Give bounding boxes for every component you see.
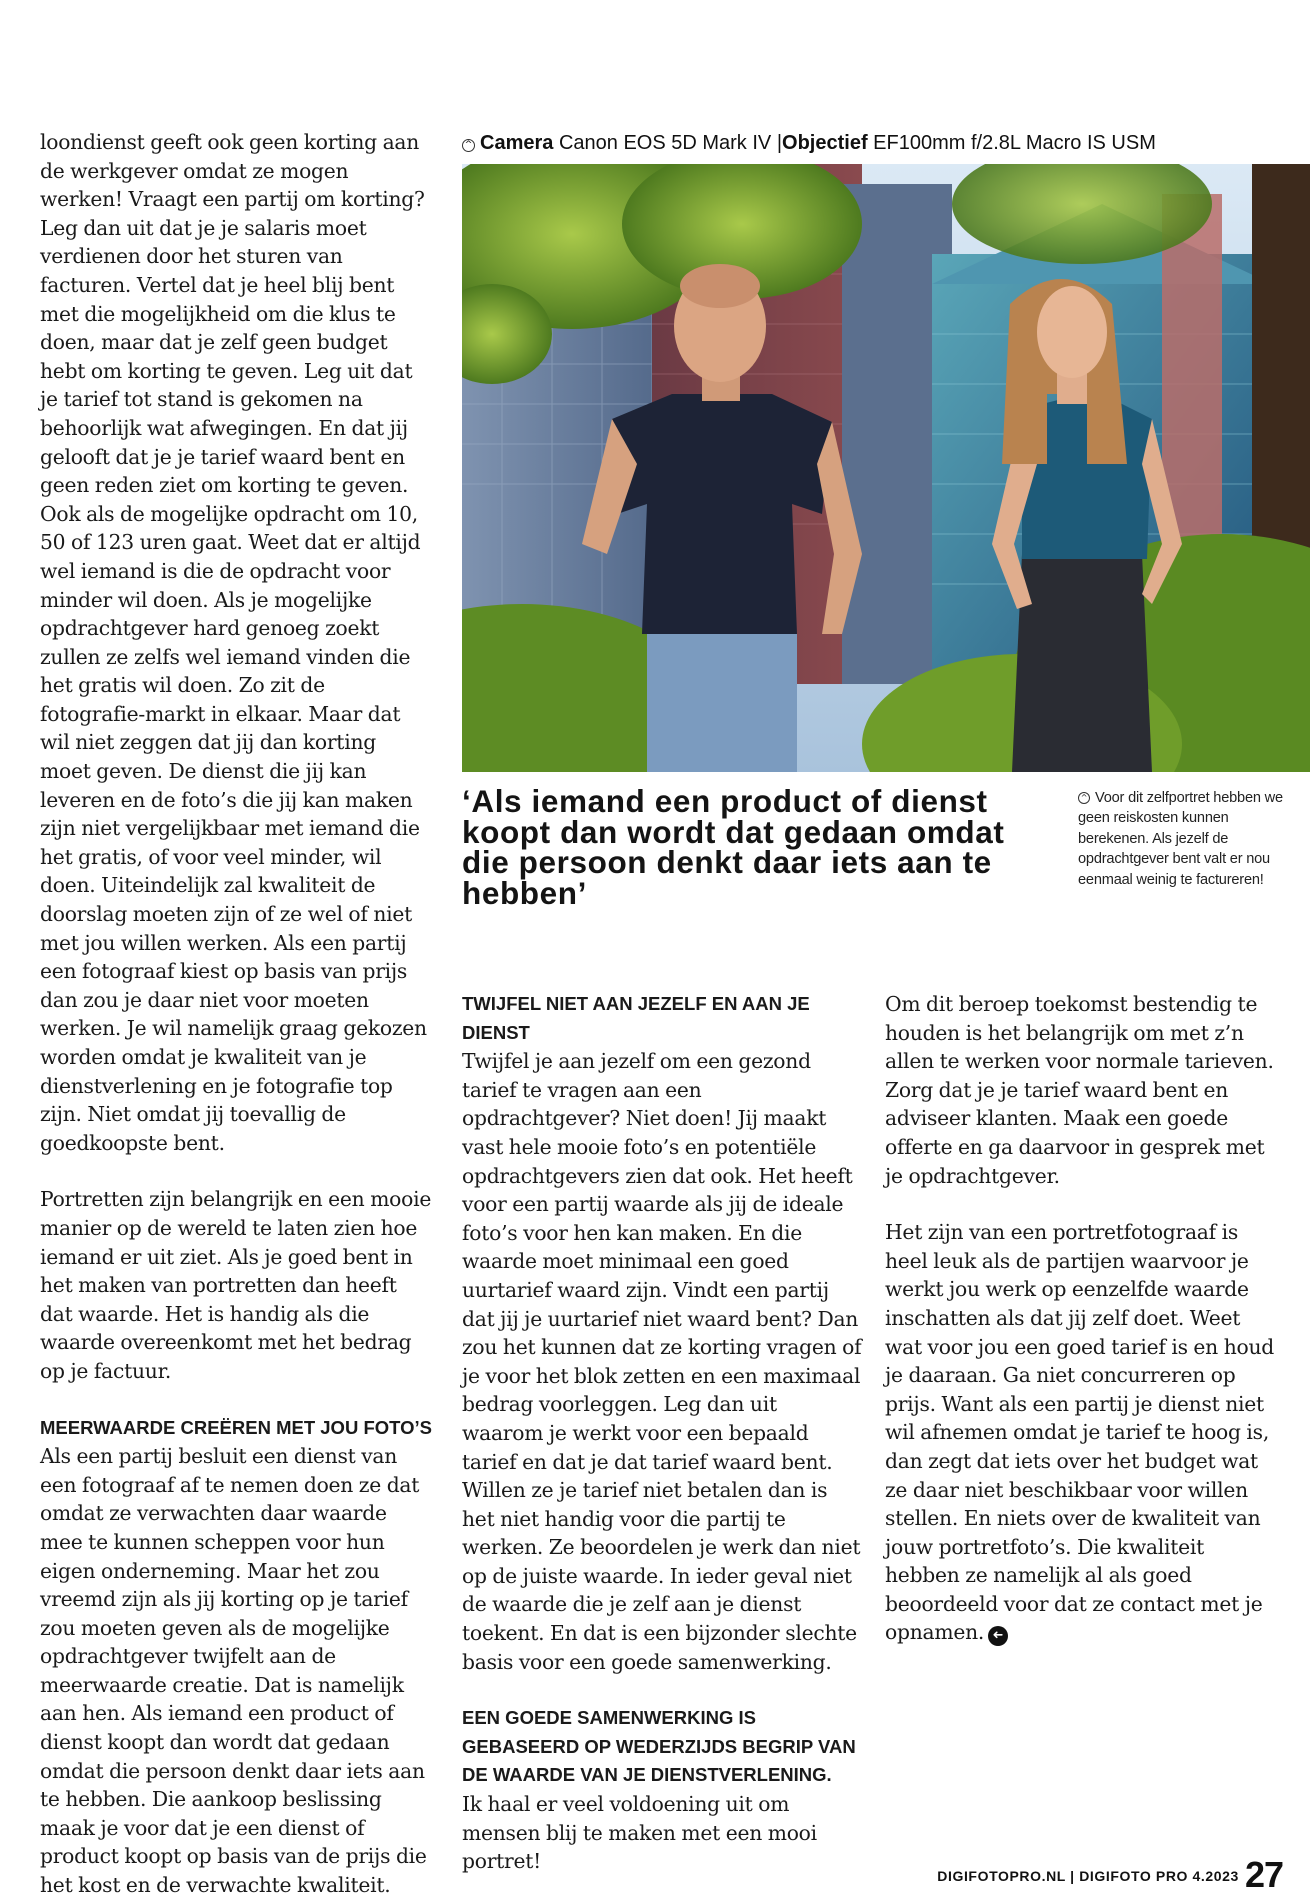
article-column-3 [885,990,1275,1647]
section-heading: EEN GOEDE SAMENWERKING IS GEBASEERD OP WEDERZIJDS BEGRIP VAN DE WAARDE VAN JE DIENSTVERLENING. [462,1707,856,1786]
body-paragraph: Ik haal er veel voldoening uit om mensen blij te maken met een mooi portret! [462,1792,817,1874]
body-paragraph: Als een partij besluit een dienst van een fotograaf af te nemen doen ze dat omdat ze verwachten daar waarde mee te kunnen scheppen voor hun eigen onderneming. Maar het zou vreemd zijn als jij korting op je tarief zou moeten geven als de mogelijke opdrachtgever twijfelt aan de meerwaarde creatie. Dat is namelijk aan hen. Als iemand een product of dienst koopt dan wordt dat gedaan omdat die persoon denkt daar iets aan te hebben. Die aankoop beslissing maak je voor dat je een dienst of product koopt op basis van de prijs die het kost en de verwachte kwaliteit. [40,1444,427,1898]
body-paragraph: loondienst geeft ook geen korting aan de werkgever omdat ze mogen werken! Vraagt een partij om korting? Leg dan uit dat je je salaris moet verdienen door het sturen van facturen. Vertel dat je heel blij bent met die mogelijkheid om die klus te doen, maar dat je zelf geen budget hebt om korting te geven. Leg uit dat je tarief tot stand is gekomen na behoorlijk wat afwegingen. En dat jij gelooft dat je je tarief waard bent en geen reden ziet om korting te geven. Ook als de mogelijke opdracht om 10, 50 of 123 uren gaat. Weet dat er altijd wel iemand is die de opdracht voor minder wil doen. Als je mogelijke opdrachtgever hard genoeg zoekt zullen ze zelfs wel iemand vinden die het gratis wil doen. Zo zit de fotografie-markt in elkaar. Maar dat wil niet zeggen dat jij dan korting moet geven. De dienst die jij kan leveren en de foto’s die jij kan maken zijn niet vergelijkbaar met iemand die het gratis, of voor veel minder, wil doen. Uiteindelijk zal kwaliteit de doorslag moeten zijn of ze wel of niet met jou willen werken. Als een partij een fotograaf kiest op basis van prijs dan zou je daar niet voor moeten werken. Je wil namelijk graag gekozen worden omdat je kwaliteit van je dienstverlening en je fotografie top zijn. Niet omdat jij toevallig de goedkoopste bent. [40,130,427,1155]
page-number: 27 [1244,1854,1283,1895]
lens-value: EF100mm f/2.8L Macro IS USM [873,132,1156,154]
body-paragraph: Portretten zijn belangrijk en een mooie manier op de wereld te laten zien hoe iemand er uit ziet. Als je goed bent in het maken van portretten dan heeft dat waarde. Het is handig als die waarde overeenkomt met het bedrag op je factuur. [40,1187,432,1383]
exif-separator: | [776,132,783,154]
body-paragraph [885,1218,1275,1647]
pull-quote: ‘Als iemand een product of dienst koopt dan wordt dat gedaan omdat die persoon denkt daar iets aan te hebben’ [462,783,1005,911]
page-footer [937,1854,1283,1896]
section-heading: TWIJFEL NIET AAN JEZELF EN AAN JE DIENST [462,993,810,1043]
lens-label: Objectief [782,132,868,154]
arrow-left-circle-icon: ➜ [988,1626,1008,1646]
portrait-photo [462,164,1310,772]
section-heading: MEERWAARDE CREËREN MET JOU FOTO’S [40,1416,432,1438]
article-column-1 [40,128,432,1900]
circle-arrow-icon: ^ [1078,792,1090,804]
footer-publication: DIGIFOTOPRO.NL | DIGIFOTO PRO 4.2023 [937,1868,1239,1884]
body-paragraph: Om dit beroep toekomst bestendig te houden is het belangrijk om met z’n allen te werken voor normale tarieven. Zorg dat je je tarief waard bent en adviseer klanten. Maak een goede offerte en ga daarvoor in gesprek met je opdrachtgever. [885,992,1274,1188]
body-paragraph: Twijfel je aan jezelf om een gezond tarief te vragen aan een opdrachtgever? Niet doen! Jij maakt vast hele mooie foto’s en potentiële opdrachtgevers zien dat ook. Het heeft voor een partij waarde als jij de ideale foto’s voor hen kan maken. En die waarde moet minimaal een goed uurtarief waard zijn. Vindt een partij dat jij je uurtarief niet waard bent? Dan zou het kunnen dat ze korting vragen of je voor het blok zetten en een maximaal bedrag voorleggen. Leg dan uit waarom je werkt voor een bepaald tarief en dat je dat tarief waard bent. Willen ze je tarief niet betalen dan is het niet handig voor die partij te werken. Ze beoordelen je werk dan niet op de juiste waarde. In ieder geval niet de waarde die je zelf aan je dienst toekent. En dat is een bijzonder slechte basis voor een goede samenwerking. [462,1049,862,1674]
photo-caption [1078,788,1300,890]
caption-text: Voor dit zelfportret hebben we geen reiskosten kunnen berekenen. Als jezelf de opdrachtgever bent valt er nou eenmaal weinig te factureren! [1078,790,1283,888]
camera-label: Camera [480,132,554,154]
camera-value: Canon EOS 5D Mark IV [558,132,772,154]
closing-paragraph-text: Het zijn van een portretfotograaf is heel leuk als de partijen waarvoor je werkt jou werk op eenzelfde waarde inschatten als dat jij zelf doet. Weet wat voor jou een goed tarief is en houd je daaraan. Ga niet concurreren op prijs. Want als een partij je dienst niet wil afnemen omdat je tarief te hoog is, dan zegt dat iets over het budget wat ze daar niet beschikbaar voor willen stellen. En niets over de kwaliteit van jouw portretfoto’s. Die kwaliteit hebben ze namelijk al als goed beoordeeld voor dat ze contact met je opnamen. [885,1220,1275,1645]
article-column-2 [462,990,862,1876]
circle-arrow-icon: ^ [462,139,475,152]
photo-exif-line [462,130,1302,156]
